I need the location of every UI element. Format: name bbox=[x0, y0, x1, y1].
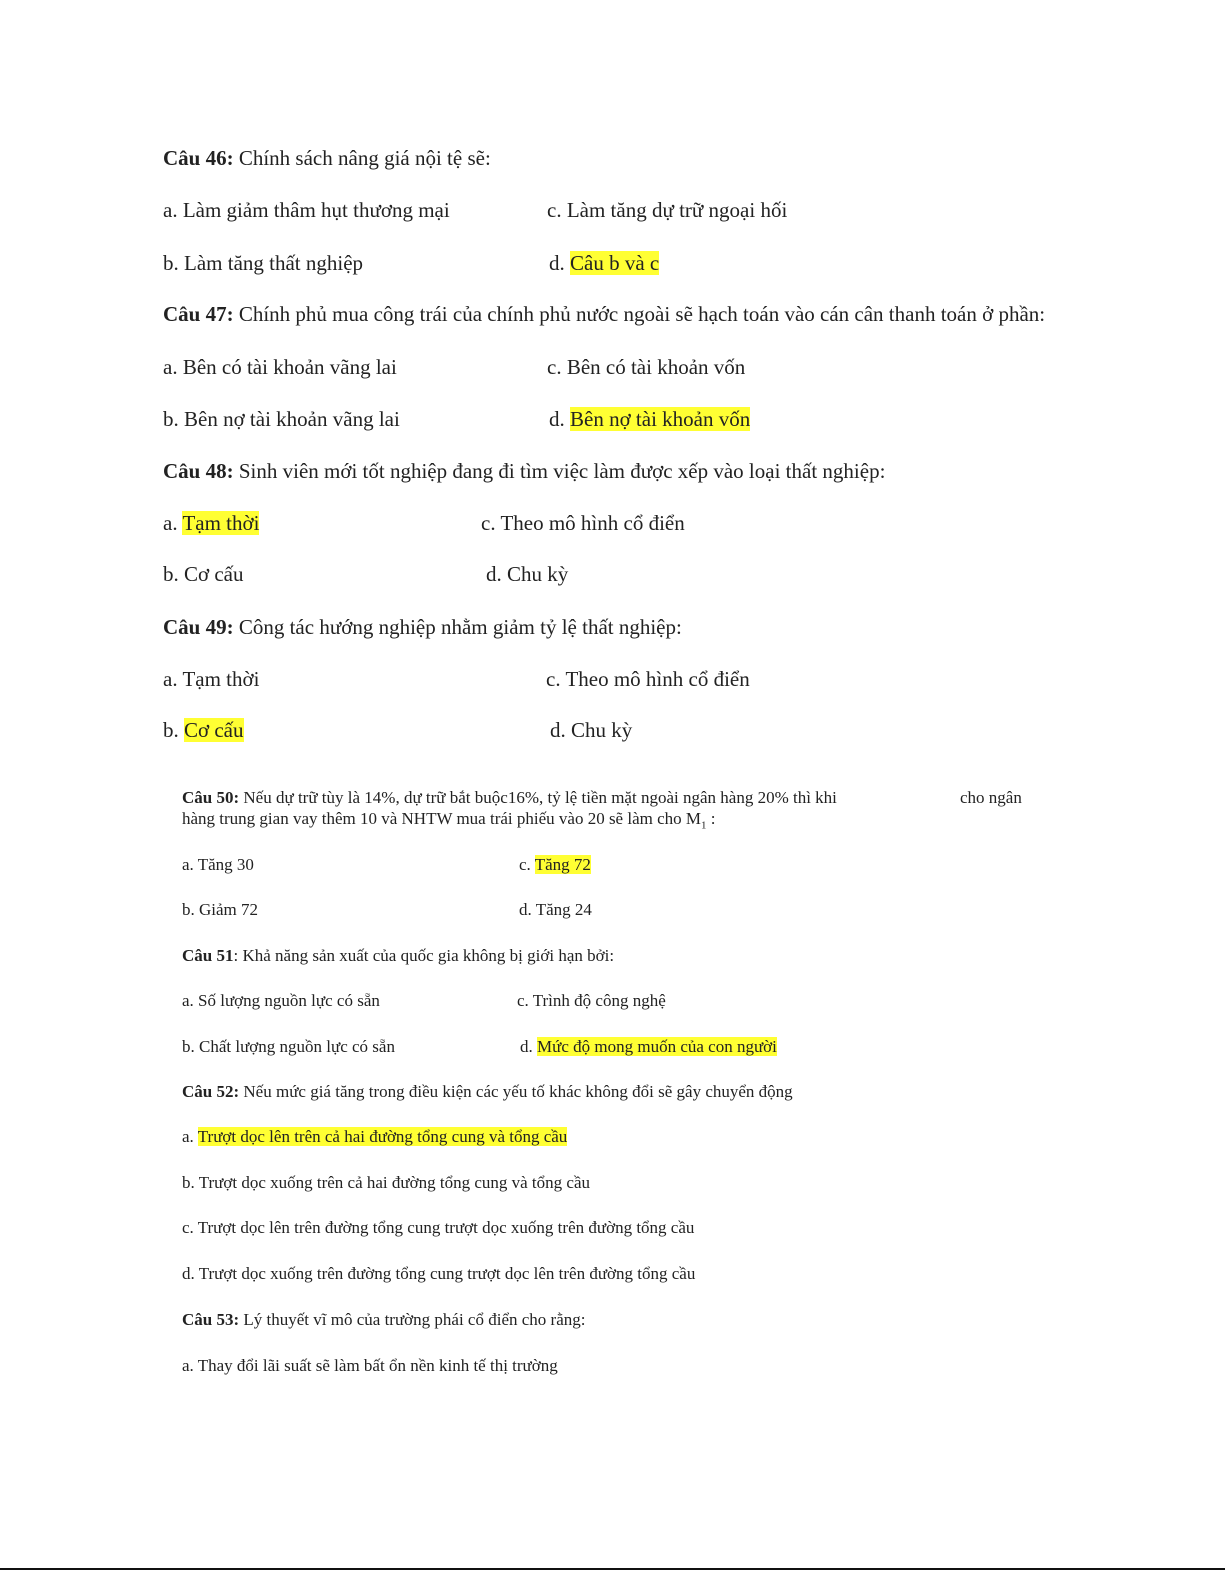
question-48 bbox=[163, 459, 885, 484]
question-53 bbox=[182, 1310, 585, 1330]
question-49 bbox=[163, 615, 682, 640]
highlighted-answer: Tăng 72 bbox=[534, 855, 591, 874]
question-text: Công tác hướng nghiệp nhằm giảm tỷ lệ thất nghiệp: bbox=[238, 615, 682, 639]
question-text-end: : bbox=[706, 809, 716, 828]
option-prefix: d. bbox=[549, 251, 570, 275]
option-prefix: a. bbox=[182, 1127, 198, 1146]
option-47-a: a. Bên có tài khoản vãng lai bbox=[163, 355, 397, 379]
question-52 bbox=[182, 1082, 793, 1102]
option-46-a: a. Làm giảm thâm hụt thương mại bbox=[163, 198, 450, 222]
option-51-d bbox=[520, 1037, 777, 1057]
highlighted-answer: Câu b và c bbox=[570, 251, 660, 275]
option-52-c: c. Trượt dọc lên trên đường tổng cung trượt dọc xuống trên đường tổng cầu bbox=[182, 1218, 695, 1237]
option-48-d: d. Chu kỳ bbox=[486, 562, 569, 586]
option-prefix: c. bbox=[519, 855, 535, 874]
option-52-b: b. Trượt dọc xuống trên cả hai đường tổng cung và tổng cầu bbox=[182, 1173, 590, 1192]
option-48-c: c. Theo mô hình cổ điển bbox=[481, 511, 685, 535]
question-46 bbox=[163, 146, 491, 171]
question-text: Chính phủ mua công trái của chính phủ nước ngoài sẽ hạch toán vào cán cân thanh toán ở phần: bbox=[238, 302, 1046, 326]
option-49-a: a. Tạm thời bbox=[163, 667, 260, 691]
question-text: Sinh viên mới tốt nghiệp đang đi tìm việc làm được xếp vào loại thất nghiệp: bbox=[238, 459, 886, 483]
question-text: : Khả năng sản xuất của quốc gia không bị giới hạn bởi: bbox=[233, 946, 615, 965]
question-47 bbox=[163, 302, 1045, 327]
option-46-c: c. Làm tăng dự trữ ngoại hối bbox=[547, 198, 788, 222]
highlighted-answer: Trượt dọc lên trên cả hai đường tổng cung và tổng cầu bbox=[197, 1127, 568, 1146]
option-50-b: b. Giảm 72 bbox=[182, 900, 259, 919]
highlighted-answer: Mức độ mong muốn của con người bbox=[537, 1037, 777, 1056]
option-48-a bbox=[163, 511, 259, 536]
subscript: 1 bbox=[701, 819, 707, 832]
question-number: Câu 49: bbox=[163, 615, 234, 639]
question-51 bbox=[182, 946, 614, 966]
question-text: Nếu mức giá tăng trong điều kiện các yếu tố khác không đổi sẽ gây chuyển động bbox=[243, 1082, 793, 1101]
option-prefix: b. bbox=[163, 718, 184, 742]
option-47-d bbox=[549, 407, 750, 432]
option-49-b bbox=[163, 718, 244, 743]
option-prefix: d. bbox=[549, 407, 570, 431]
question-50-line-2 bbox=[182, 809, 716, 831]
option-50-c bbox=[519, 855, 591, 875]
question-text: Lý thuyết vĩ mô của trường phái cổ điển cho rằng: bbox=[243, 1310, 586, 1329]
option-51-c: c. Trình độ công nghệ bbox=[517, 991, 666, 1010]
question-number: Câu 46: bbox=[163, 146, 234, 170]
option-prefix: a. bbox=[163, 511, 183, 535]
option-49-d: d. Chu kỳ bbox=[550, 718, 633, 742]
option-52-a bbox=[182, 1127, 567, 1147]
page-bottom-border bbox=[0, 1568, 1225, 1570]
question-50-line-1 bbox=[182, 788, 837, 808]
option-50-a: a. Tăng 30 bbox=[182, 855, 254, 874]
option-52-d: d. Trượt dọc xuống trên đường tổng cung trượt dọc lên trên đường tổng cầu bbox=[182, 1264, 696, 1283]
option-46-d bbox=[549, 251, 659, 276]
highlighted-answer: Bên nợ tài khoản vốn bbox=[570, 407, 751, 431]
highlighted-answer: Cơ cấu bbox=[184, 718, 244, 742]
question-number: Câu 53: bbox=[182, 1310, 240, 1329]
question-number: Câu 50: bbox=[182, 788, 240, 807]
option-51-a: a. Số lượng nguồn lực có sẵn bbox=[182, 991, 380, 1010]
question-text: Nếu dự trữ tùy là 14%, dự trữ bắt buộc16%, tỷ lệ tiền mặt ngoài ngân hàng 20% thì khi bbox=[243, 788, 837, 807]
question-number: Câu 48: bbox=[163, 459, 234, 483]
option-50-d: d. Tăng 24 bbox=[519, 900, 592, 919]
option-51-b: b. Chất lượng nguồn lực có sẵn bbox=[182, 1037, 395, 1056]
option-47-b: b. Bên nợ tài khoản vãng lai bbox=[163, 407, 400, 431]
question-50-continuation: cho ngân bbox=[960, 788, 1022, 807]
question-number: Câu 51 bbox=[182, 946, 234, 965]
option-49-c: c. Theo mô hình cổ điển bbox=[546, 667, 750, 691]
option-46-b: b. Làm tăng thất nghiệp bbox=[163, 251, 364, 275]
option-47-c: c. Bên có tài khoản vốn bbox=[547, 355, 746, 379]
option-prefix: d. bbox=[520, 1037, 537, 1056]
question-number: Câu 52: bbox=[182, 1082, 240, 1101]
question-text: hàng trung gian vay thêm 10 và NHTW mua trái phiếu vào 20 sẽ làm cho M bbox=[182, 809, 702, 828]
highlighted-answer: Tạm thời bbox=[182, 511, 260, 535]
option-48-b: b. Cơ cấu bbox=[163, 562, 244, 586]
question-text: Chính sách nâng giá nội tệ sẽ: bbox=[238, 146, 491, 170]
question-number: Câu 47: bbox=[163, 302, 234, 326]
option-53-a: a. Thay đổi lãi suất sẽ làm bất ổn nền kinh tế thị trường bbox=[182, 1356, 558, 1375]
